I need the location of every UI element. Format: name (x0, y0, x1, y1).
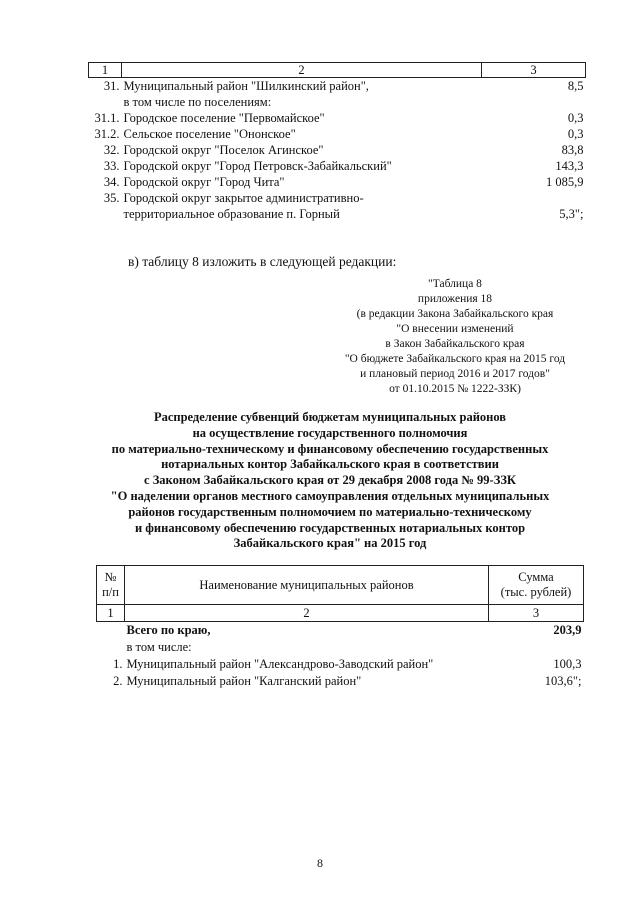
total-label: Всего по краю, (126, 623, 211, 637)
title-line: на осуществление государственного полномочия (192, 425, 468, 440)
including-label: в том числе: (126, 640, 192, 654)
row-value: 5,3"; (559, 207, 584, 221)
title-line: "О наделении органов местного самоуправления отдельных муниципальных (110, 488, 550, 503)
row-value: 0,3 (567, 127, 584, 141)
header-name: Наименование муниципальных районов (125, 566, 489, 605)
row-value: 103,6"; (544, 674, 582, 688)
top-table-col-1: 1 (89, 63, 122, 78)
main-table-header (97, 566, 584, 605)
total-value: 203,9 (553, 623, 582, 637)
row-num: 34. (103, 175, 120, 189)
note-line: от 01.10.2015 № 1222-ЗЗК) (389, 383, 521, 395)
row-value (482, 190, 586, 206)
title-line: Забайкальского края" на 2015 год (233, 536, 427, 551)
row-name: Городское поселение "Первомайское" (123, 111, 325, 125)
note-line: (в редакции Закона Забайкальского края (356, 308, 554, 320)
table-row (89, 110, 586, 126)
page-number: 8 (317, 856, 323, 870)
row-name: Городской округ "Город Чита" (123, 175, 285, 189)
row-name: Муниципальный район "Шилкинский район", (123, 79, 369, 93)
row-name: в том числе по поселениям: (123, 95, 272, 109)
col-number: 3 (489, 605, 584, 622)
col-number: 1 (97, 605, 125, 622)
row-value: 100,3 (553, 657, 582, 671)
paragraph-b: в) таблицу 8 изложить в следующей редакции: (128, 254, 397, 269)
top-table-col-3: 3 (482, 63, 586, 78)
note-line: и плановый период 2016 и 2017 годов" (360, 368, 550, 380)
table-row (89, 190, 586, 206)
table-row (89, 142, 586, 158)
table-row (89, 174, 586, 190)
table-note (330, 277, 580, 397)
table-row (97, 656, 584, 673)
col-number: 2 (125, 605, 489, 622)
row-num: 31. (103, 79, 120, 93)
row-num: 35. (103, 191, 120, 205)
row-num: 32. (103, 143, 120, 157)
top-table-col-2: 2 (122, 63, 482, 78)
row-value (482, 94, 586, 110)
row-name: Муниципальный район "Калганский район" (126, 674, 362, 688)
row-num (89, 94, 122, 110)
header-sum: Сумма (тыс. рублей) (489, 566, 584, 605)
note-line: "О внесении изменений (396, 323, 514, 335)
table-row (89, 206, 586, 222)
row-num: 33. (103, 159, 120, 173)
row-name: Городской округ "Поселок Агинское" (123, 143, 324, 157)
row-name: территориальное образование п. Горный (123, 207, 340, 221)
row-value: 8,5 (567, 79, 584, 93)
row-value: 83,8 (561, 143, 584, 157)
row-name: Сельское поселение "Ононское" (123, 127, 296, 141)
table-row (97, 673, 584, 690)
row-num (89, 206, 122, 222)
row-name: Муниципальный район "Александрово-Заводский район" (126, 657, 434, 671)
note-line: в Закон Забайкальского края (385, 338, 525, 350)
header-num: № п/п (97, 566, 125, 605)
title-line: Распределение субвенций бюджетам муниципальных районов (153, 410, 507, 424)
row-num: 31.1. (94, 111, 120, 125)
row-value: 1 085,9 (546, 175, 584, 189)
including-row (97, 639, 584, 656)
main-table (96, 565, 584, 690)
title-line: с Законом Забайкальского края от 29 декабря 2008 года № 99-ЗЗК (144, 473, 516, 488)
title-line: нотариальных контор Забайкальского края в соответствии (161, 457, 499, 472)
row-name: Городской округ "Город Петровск-Забайкальский" (123, 159, 392, 173)
note-line: приложения 18 (417, 293, 493, 305)
title-line: и финансовому обеспечению государственных нотариальных контор (134, 520, 526, 535)
top-table (88, 62, 586, 222)
table-row (89, 94, 586, 110)
row-num: 2. (113, 674, 123, 688)
top-table-header (89, 63, 586, 78)
row-value: 143,3 (555, 159, 584, 173)
row-num: 31.2. (94, 127, 120, 141)
table-row (89, 78, 586, 95)
row-name: Городской округ закрытое административно- (123, 191, 364, 205)
title-line: по материально-техническому и финансовому обеспечению государственных (111, 441, 549, 456)
main-table-col-numbers (97, 605, 584, 622)
note-line: "О бюджете Забайкальского края на 2015 год (344, 353, 566, 365)
table-row (89, 158, 586, 174)
row-num: 1. (113, 657, 123, 671)
total-row (97, 622, 584, 640)
row-value: 0,3 (567, 111, 584, 125)
document-title (70, 410, 590, 552)
title-line: районов государственным полномочием по материально-техническому (128, 504, 532, 519)
table-row (89, 126, 586, 142)
note-line: "Таблица 8 (428, 278, 482, 290)
